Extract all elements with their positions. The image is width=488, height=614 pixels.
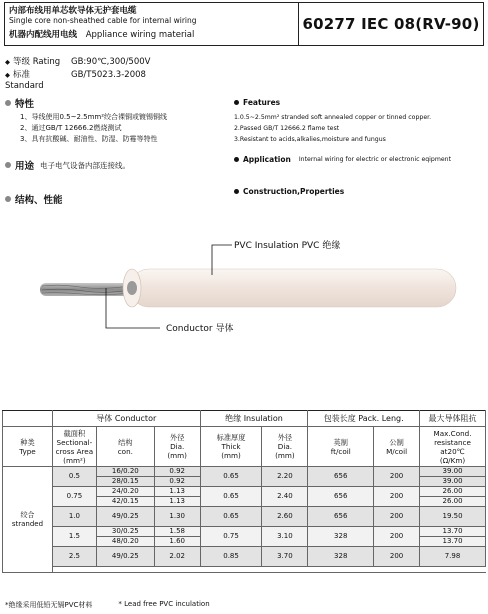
od-cell: 2.60 [262, 507, 308, 527]
con-cell: 49/0.25 [96, 547, 154, 567]
conductor-strands [40, 283, 132, 296]
con-cell: 49/0.25 [96, 507, 154, 527]
group-resistance: 最大导体阻抗 [420, 411, 486, 427]
area-cell: 0.75 [52, 487, 96, 507]
dia-cell: 0.92 [154, 477, 200, 487]
od-cell: 2.40 [262, 487, 308, 507]
features-cn-title: 特性 [5, 96, 34, 110]
features-en-title: Features [234, 98, 280, 107]
diamond-bullet-icon: ◆ [5, 58, 10, 66]
application-en-text: Internal wiring for electric or electronic eqipment [298, 156, 452, 163]
header-m-coil: 公制 M/coil [374, 427, 420, 467]
features-en-list [234, 112, 431, 145]
list-item: 1.0.5~2.5mm² stranded soft annealed copper or tinned copper. [234, 114, 432, 121]
header-ft-coil: 英制 ft/coil [308, 427, 374, 467]
res-cell: 26.00 [420, 487, 486, 497]
spec-rating [5, 57, 150, 68]
m-cell: 200 [374, 547, 420, 567]
subtitle-en: Appliance wiring material [85, 30, 195, 40]
application-en-title: Application [243, 155, 291, 164]
spec-value: GB:90℃,300/500V [71, 57, 151, 67]
list-item: 3.Resistant to acids,alkalies,moisture and fungus [234, 136, 386, 143]
thick-cell: 0.65 [200, 487, 262, 507]
res-cell: 13.70 [420, 527, 486, 537]
dia-cell: 1.60 [154, 537, 200, 547]
con-cell: 24/0.20 [96, 487, 154, 497]
application-cn [5, 158, 130, 172]
res-cell: 13.70 [420, 537, 486, 547]
m-cell: 200 [374, 487, 420, 507]
area-cell: 0.5 [52, 467, 96, 487]
header-resistance: Max.Cond. resistance at20℃ (Ω/Km) [420, 427, 486, 467]
header-outer-diameter: 外径 Dia. (mm) [262, 427, 308, 467]
features-cn-list [20, 112, 167, 145]
grey-bullet-icon [5, 196, 11, 202]
table-header-row [3, 427, 486, 467]
black-bullet-icon [234, 189, 239, 194]
od-cell: 3.10 [262, 527, 308, 547]
thick-cell: 0.65 [200, 467, 262, 487]
res-cell: 26.00 [420, 497, 486, 507]
dia-cell: 0.92 [154, 467, 200, 477]
spec-table [2, 410, 486, 573]
list-item: 3、具有抗酸碱、耐油性、防湿、防霉等特性 [20, 135, 158, 143]
m-cell: 200 [374, 507, 420, 527]
application-en [234, 155, 451, 164]
od-cell: 3.70 [262, 547, 308, 567]
title-en: Single core non-sheathed cable for internal wiring [9, 16, 197, 25]
thick-cell: 0.85 [200, 547, 262, 567]
spec-key: 标准 Standard [5, 70, 44, 91]
application-cn-text: 电子电气设备内部连接线。 [40, 160, 131, 170]
con-cell: 30/0.25 [96, 527, 154, 537]
insulation-label: PVC Insulation PVC 绝缘 [234, 241, 341, 251]
header-titles [5, 3, 299, 45]
product-code: 60277 IEC 08(RV-90) [302, 15, 480, 33]
grey-bullet-icon [5, 100, 11, 106]
cable-diagram [0, 220, 488, 350]
header-type: 种类 Type [3, 427, 53, 467]
table-row [3, 527, 486, 537]
table-row [3, 567, 486, 573]
group-conductor: 导体 Conductor [52, 411, 200, 427]
area-cell: 1.5 [52, 527, 96, 547]
footnote-en: * Lead free PVC inculation [118, 600, 210, 608]
table-spacer [52, 567, 485, 573]
spec-key: 等级 Rating [13, 57, 61, 67]
black-bullet-icon [234, 157, 239, 162]
res-cell: 39.00 [420, 477, 486, 487]
insulation-sheath [123, 269, 456, 307]
title-cn: 内部布线用单芯软导体无护套电缆 [9, 6, 137, 16]
ft-cell: 328 [308, 547, 374, 567]
od-cell: 2.20 [262, 467, 308, 487]
group-pack-length: 包装长度 Pack. Leng. [308, 411, 420, 427]
area-cell: 1.0 [52, 507, 96, 527]
res-cell: 7.98 [420, 547, 486, 567]
con-cell: 42/0.15 [96, 497, 154, 507]
dia-cell: 1.58 [154, 527, 200, 537]
ft-cell: 656 [308, 487, 374, 507]
con-cell: 48/0.20 [96, 537, 154, 547]
footnote [5, 600, 210, 610]
thick-cell: 0.65 [200, 507, 262, 527]
dia-cell: 2.02 [154, 547, 200, 567]
subtitle [9, 30, 294, 41]
table-row [3, 467, 486, 477]
spec-value: GB/T5023.3-2008 [71, 70, 146, 80]
list-item: 2、通过GB/T 12666.2燃烧测试 [20, 124, 122, 132]
ft-cell: 656 [308, 507, 374, 527]
header-thickness: 标准厚度 Thick (mm) [200, 427, 262, 467]
type-cell: 绞合 stranded [3, 467, 53, 573]
header-diameter: 外径 Dia. (mm) [154, 427, 200, 467]
m-cell: 200 [374, 527, 420, 547]
con-cell: 16/0.20 [96, 467, 154, 477]
construction-en-title: Construction,Properties [234, 187, 344, 196]
m-cell: 200 [374, 467, 420, 487]
res-cell: 39.00 [420, 467, 486, 477]
dia-cell: 1.13 [154, 497, 200, 507]
group-blank [3, 411, 53, 427]
grey-bullet-icon [5, 162, 11, 168]
header-area: 截面积 Sectional- cross Area (mm²) [52, 427, 96, 467]
res-cell: 19.50 [420, 507, 486, 527]
list-item: 1、导线使用0.5~2.5mm²绞合裸铜或镀锡铜线 [20, 113, 168, 121]
area-cell: 2.5 [52, 547, 96, 567]
table-row [3, 507, 486, 527]
spec-standard [5, 70, 146, 92]
black-bullet-icon [234, 100, 239, 105]
subtitle-cn: 机器内配线用电线 [9, 30, 78, 40]
table-row [3, 487, 486, 497]
table-row [3, 547, 486, 567]
thick-cell: 0.75 [200, 527, 262, 547]
list-item: 2.Passed GB/T 12666.2 flame test [234, 125, 340, 132]
construction-cn-title: 结构、性能 [5, 192, 63, 206]
ft-cell: 328 [308, 527, 374, 547]
footnote-cn: *绝缘采用低铅无镉PVC材料 [5, 601, 93, 609]
dia-cell: 1.13 [154, 487, 200, 497]
group-insulation: 绝缘 Insulation [200, 411, 308, 427]
dia-cell: 1.30 [154, 507, 200, 527]
header-structure: 结构 con. [96, 427, 154, 467]
conductor-label: Conductor 导体 [166, 324, 234, 334]
application-cn-title: 用途 [15, 161, 35, 172]
con-cell: 28/0.15 [96, 477, 154, 487]
ft-cell: 656 [308, 467, 374, 487]
header-box [4, 2, 484, 46]
diamond-bullet-icon: ◆ [5, 71, 10, 79]
